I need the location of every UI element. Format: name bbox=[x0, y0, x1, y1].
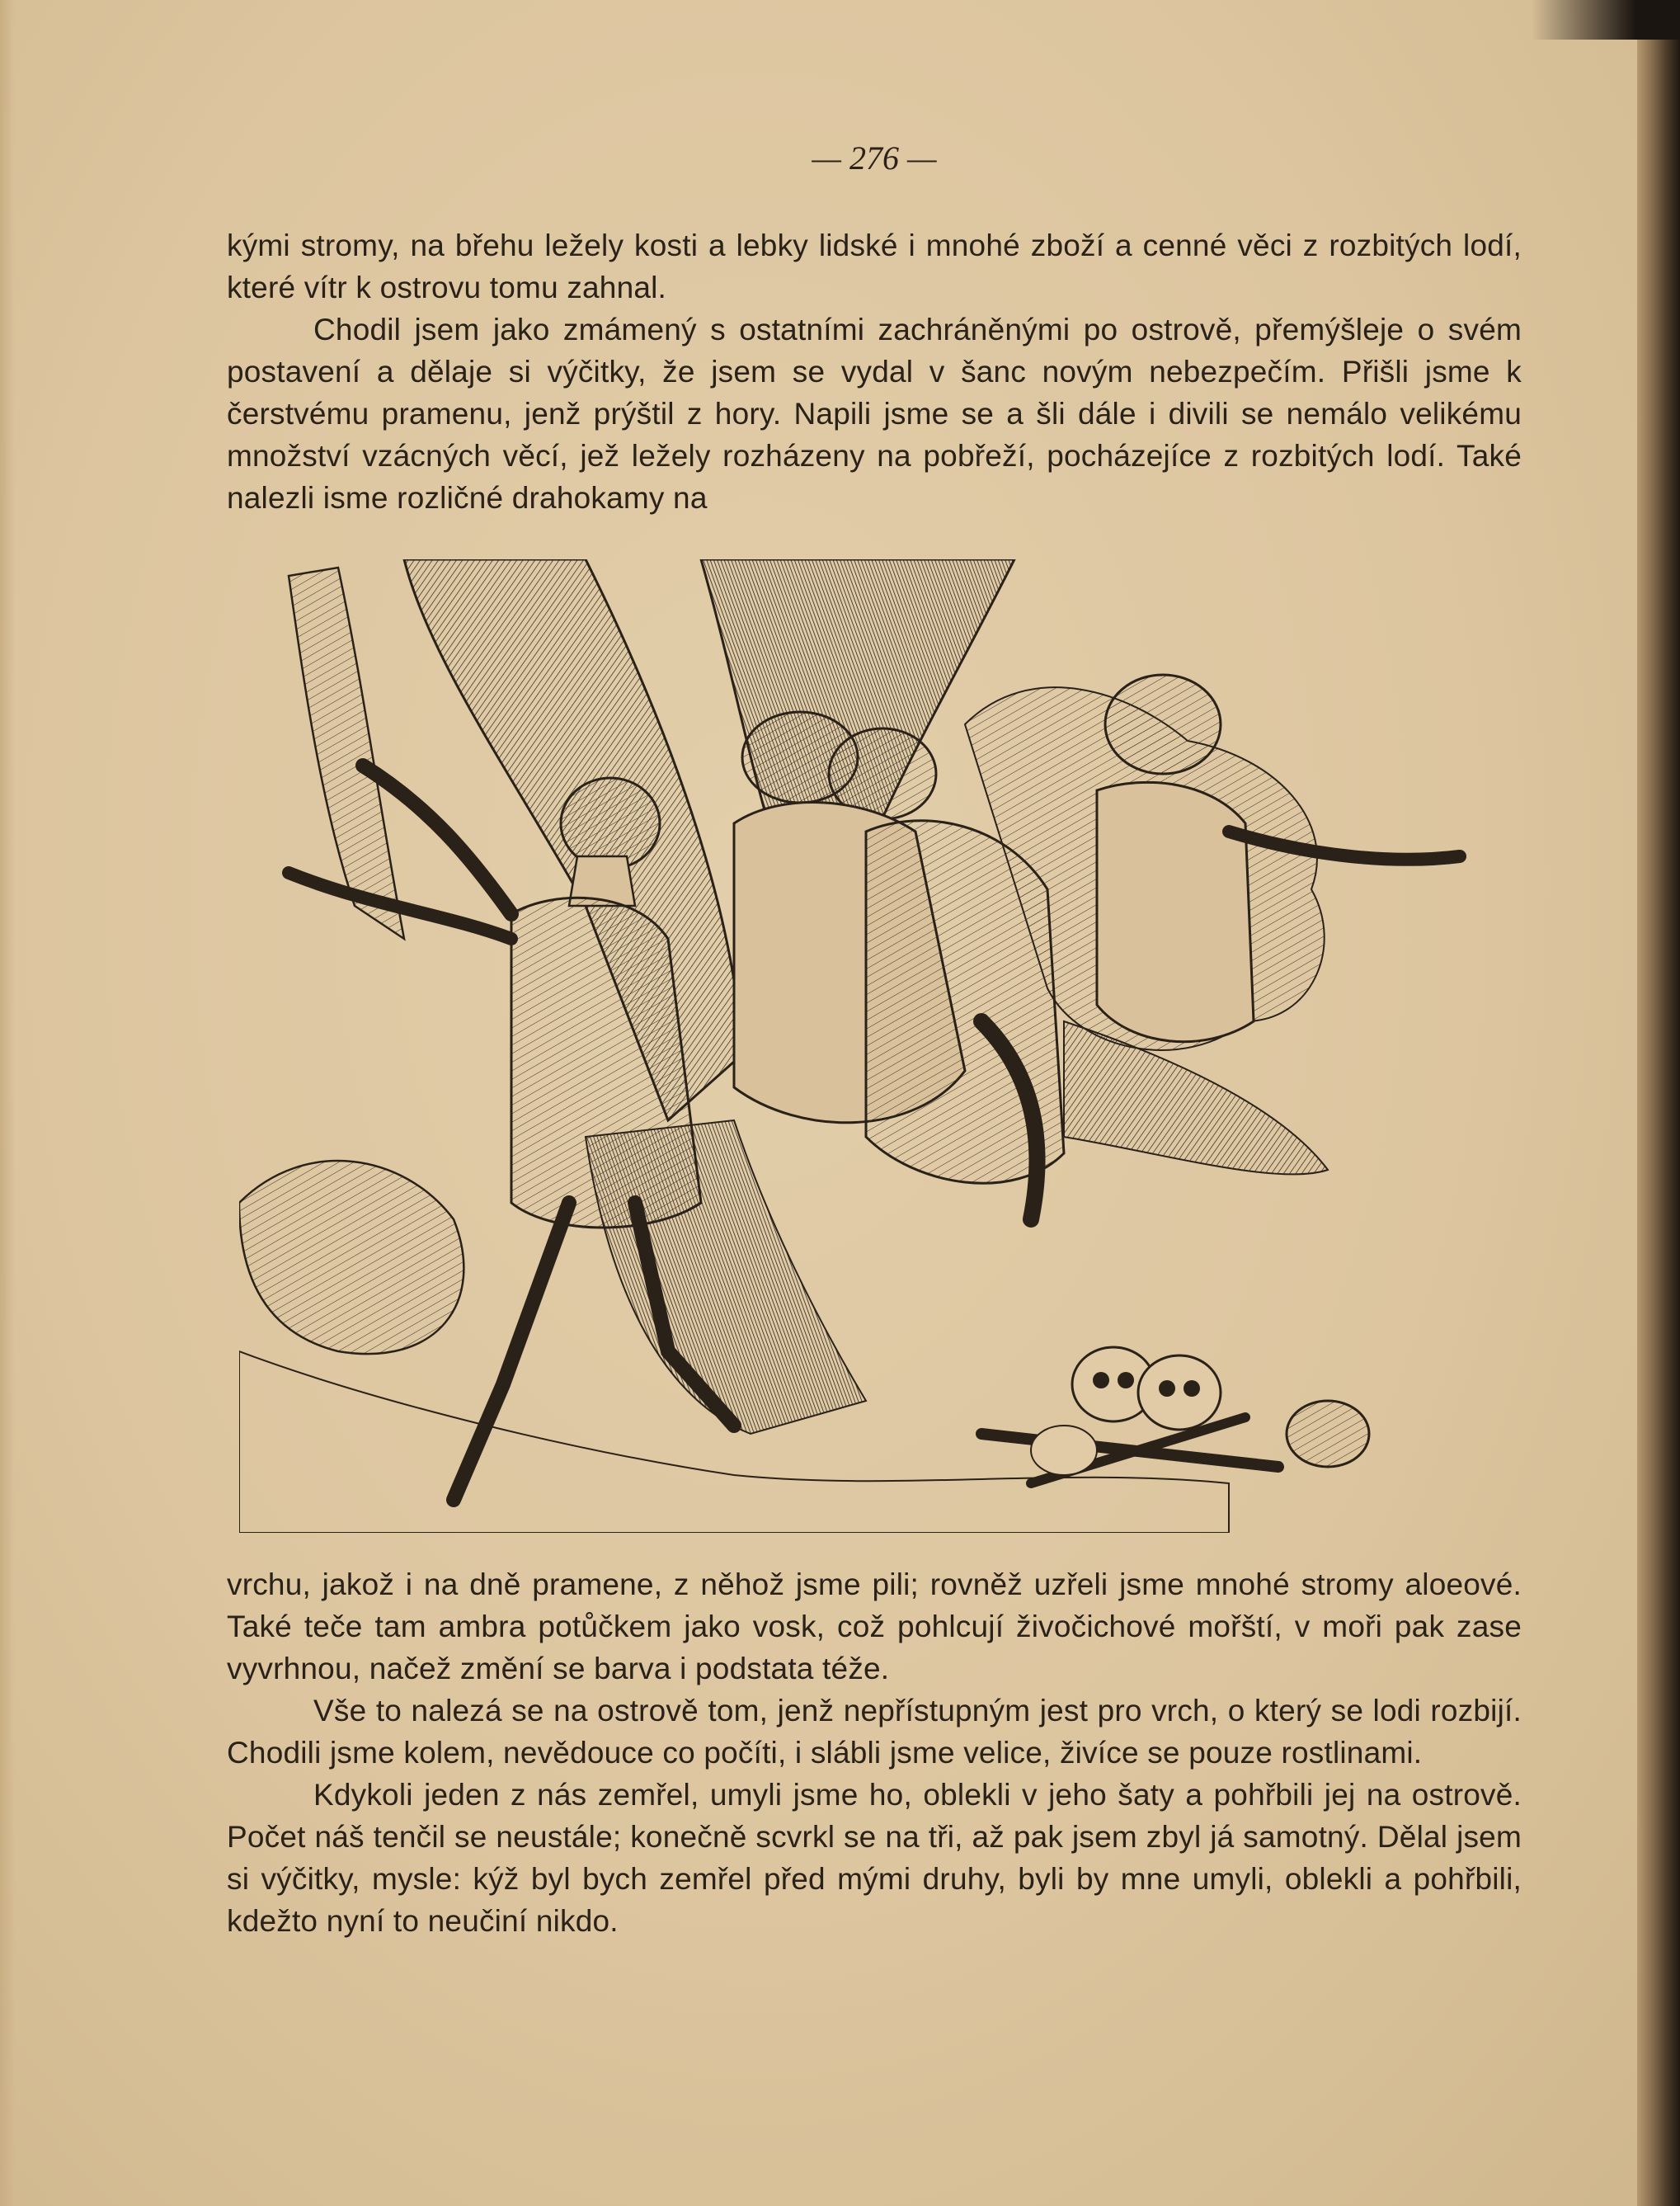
text-block-top bbox=[227, 224, 1522, 519]
engraving-illustration bbox=[239, 559, 1485, 1533]
paragraph: Kdykoli jeden z nás zemřel, umyli jsme ho, oblekli v jeho šaty a pohřbili jej na ostrově. Počet náš tenčil se neustále; konečně scvrkl se na tři, až pak jsem zbyl já samotný. Dělal jsem si výčitky, mysle: kýž byl bych zemřel před mými druhy, byli by mne umyli, oblekli a pohřbili, kdežto nyní to neučiní nikdo. bbox=[227, 1778, 1522, 1938]
paragraph-continuation: vrchu, jakož i na dně pramene, z něhož jsme pili; rovněž uzřeli jsme mnohé stromy aloeové. Také teče tam ambra potůčkem jako vosk, což pohlcují živočichové mořští, v moři pak zase vyvrhnou, načež změní se barva i podstata téže. bbox=[227, 1567, 1522, 1685]
page-left-edge bbox=[0, 0, 15, 2206]
text-block-bottom bbox=[227, 1563, 1522, 1942]
paragraph-continuation: kými stromy, na břehu ležely kosti a lebky lidské i mnohé zboží a cenné věci z rozbitých lodí, které vítr k ostrovu tomu zahnal. bbox=[227, 229, 1522, 304]
paragraph: Vše to nalezá se na ostrově tom, jenž nepřístupným jest pro vrch, o který se lodi rozbijí. Chodili jsme kolem, nevědouce co počíti, i slábli jsme velice, živíce se pouze rostlinami. bbox=[227, 1694, 1522, 1770]
book-spine-edge bbox=[1637, 0, 1680, 2206]
page-corner-shadow bbox=[1532, 0, 1680, 40]
page-number: — 276 — bbox=[812, 139, 937, 177]
skulls-and-bones bbox=[981, 1347, 1369, 1483]
paragraph: Chodil jsem jako zmámený s ostatními zachráněnými po ostrově, přemýšleje o svém postavení a dělaje si výčitky, že jsem se vydal v šanc novým nebezpečím. Přišli jsme k čerstvému pramenu, jenž prýštil z hory. Napili jsme se a šli dále i divili se nemálo velikému množství vzácných věcí, jež ležely rozházeny na pobřeží, pocházejíce z rozbitých lodí. Také nalezli isme rozličné drahokamy na bbox=[227, 313, 1522, 515]
